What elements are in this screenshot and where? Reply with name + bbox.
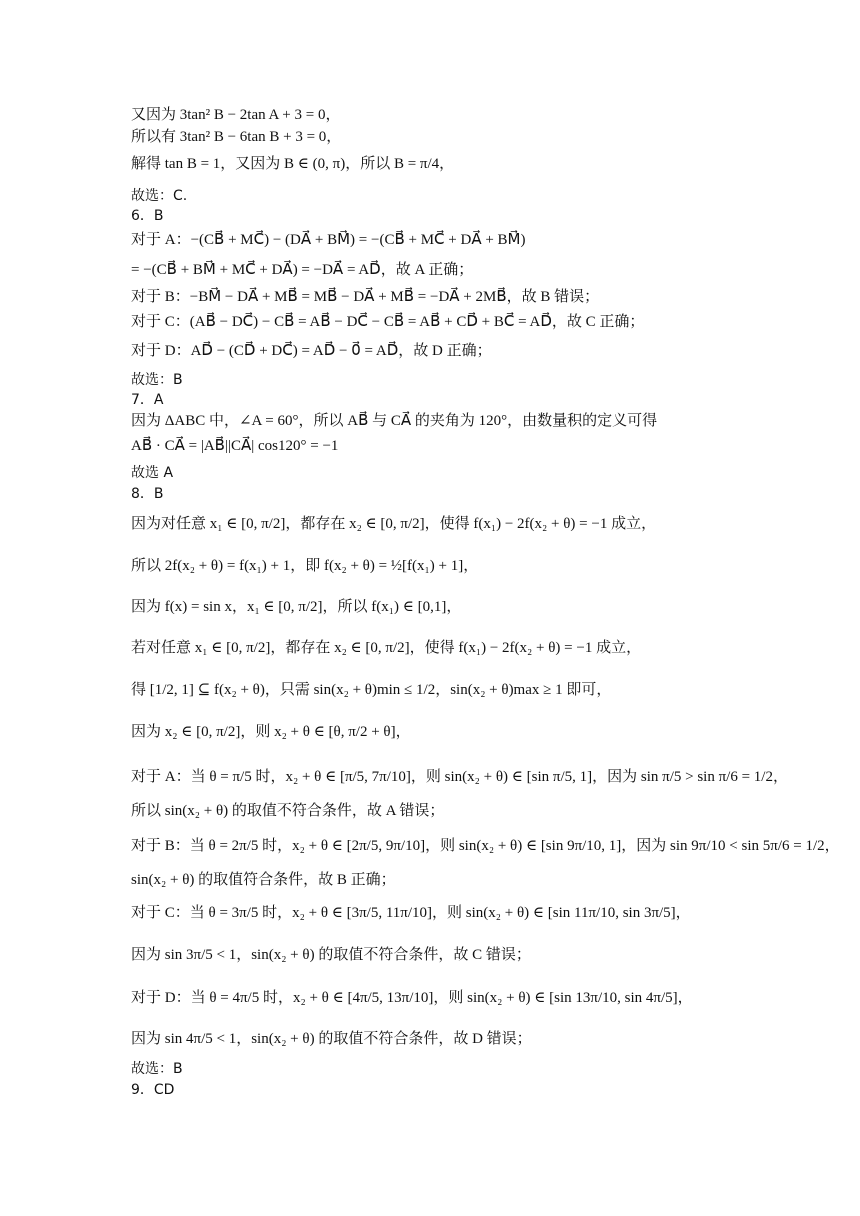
- answer-line: 故选：B: [131, 1061, 183, 1077]
- text-line: 所以有 3tan² B − 6tan B + 3 = 0，: [131, 129, 342, 145]
- text-line: 对于 C：当 θ = 3π/5 时，x₂ + θ ∈ [3π/5, 11π/10]，则 sin(x₂ + θ) ∈ [sin 11π/10, sin 3π/5]，: [131, 905, 691, 921]
- text-line: 对于 D：当 θ = 4π/5 时，x₂ + θ ∈ [4π/5, 13π/10]，则 sin(x₂ + θ) ∈ [sin 13π/10, sin 4π/5]，: [131, 990, 693, 1006]
- text-line: 因为 ΔABC 中，∠A = 60°，所以 AB⃗ 与 CA⃗ 的夹角为 120°，由数量积的定义可得: [131, 413, 658, 429]
- text-line: 对于 C：(AB⃗ − DC⃗) − CB⃗ = AB⃗ − DC⃗ − CB⃗ = AB⃗ + CD⃗ + BC⃗ = AD⃗，故 C 正确；: [131, 314, 645, 330]
- text-line: AB⃗ · CA⃗ = |AB⃗||CA⃗| cos120° = −1: [131, 438, 339, 454]
- question-number: 7．A: [131, 392, 164, 408]
- text-line: 因为对任意 x₁ ∈ [0, π/2]，都存在 x₂ ∈ [0, π/2]，使得 f(x₁) − 2f(x₂ + θ) = −1 成立，: [131, 516, 657, 532]
- text-line: = −(CB⃗ + BM⃗ + MC⃗ + DA⃗) = −DA⃗ = AD⃗，故 A 正确；: [131, 262, 474, 278]
- text-line: 对于 A：−(CB⃗ + MC⃗) − (DA⃗ + BM⃗) = −(CB⃗ + MC⃗ + DA⃗ + BM⃗): [131, 232, 526, 248]
- text-line: 所以 sin(x₂ + θ) 的取值不符合条件，故 A 错误；: [131, 803, 445, 819]
- question-number: 8．B: [131, 486, 164, 502]
- text-line: sin(x₂ + θ) 的取值符合条件，故 B 正确；: [131, 872, 396, 888]
- text-line: 所以 2f(x₂ + θ) = f(x₁) + 1，即 f(x₂ + θ) = ½[f(x₁) + 1]，: [131, 558, 479, 574]
- text-line: 又因为 3tan² B − 2tan A + 3 = 0，: [131, 107, 341, 123]
- text-line: 因为 x₂ ∈ [0, π/2]，则 x₂ + θ ∈ [θ, π/2 + θ]，: [131, 724, 411, 740]
- text-line: 得 [1/2, 1] ⊆ f(x₂ + θ)，只需 sin(x₂ + θ)min ≤ 1/2，sin(x₂ + θ)max ≥ 1 即可，: [131, 682, 612, 698]
- answer-line: 故选 A: [131, 465, 174, 481]
- text-line: 因为 f(x) = sin x，x₁ ∈ [0, π/2]，所以 f(x₁) ∈ [0,1]，: [131, 599, 462, 615]
- text-line: 对于 A：当 θ = π/5 时，x₂ + θ ∈ [π/5, 7π/10]，则 sin(x₂ + θ) ∈ [sin π/5, 1]，因为 sin π/5 > sin π/6 = 1/2，: [131, 769, 788, 785]
- answer-line: 故选：C.: [131, 188, 188, 204]
- text-line: 对于 D：AD⃗ − (CD⃗ + DC⃗) = AD⃗ − 0⃗ = AD⃗，故 D 正确；: [131, 343, 492, 359]
- text-line: 对于 B：−BM⃗ − DA⃗ + MB⃗ = MB⃗ − DA⃗ + MB⃗ = −DA⃗ + 2MB⃗，故 B 错误；: [131, 289, 600, 305]
- text-line: 因为 sin 3π/5 < 1，sin(x₂ + θ) 的取值不符合条件，故 C 错误；: [131, 947, 531, 963]
- question-number: 6．B: [131, 208, 164, 224]
- text-line: 对于 B：当 θ = 2π/5 时，x₂ + θ ∈ [2π/5, 9π/10]，则 sin(x₂ + θ) ∈ [sin 9π/10, 1]，因为 sin 9π/10 < sin 5π/6 = 1/2，: [131, 838, 840, 854]
- text-line: 因为 sin 4π/5 < 1，sin(x₂ + θ) 的取值不符合条件，故 D 错误；: [131, 1031, 532, 1047]
- question-number: 9．CD: [131, 1082, 175, 1098]
- text-line: 解得 tan B = 1，又因为 B ∈ (0, π)，所以 B = π/4，: [131, 156, 455, 172]
- answer-line: 故选：B: [131, 372, 183, 388]
- text-line: 若对任意 x₁ ∈ [0, π/2]，都存在 x₂ ∈ [0, π/2]，使得 f(x₁) − 2f(x₂ + θ) = −1 成立，: [131, 640, 642, 656]
